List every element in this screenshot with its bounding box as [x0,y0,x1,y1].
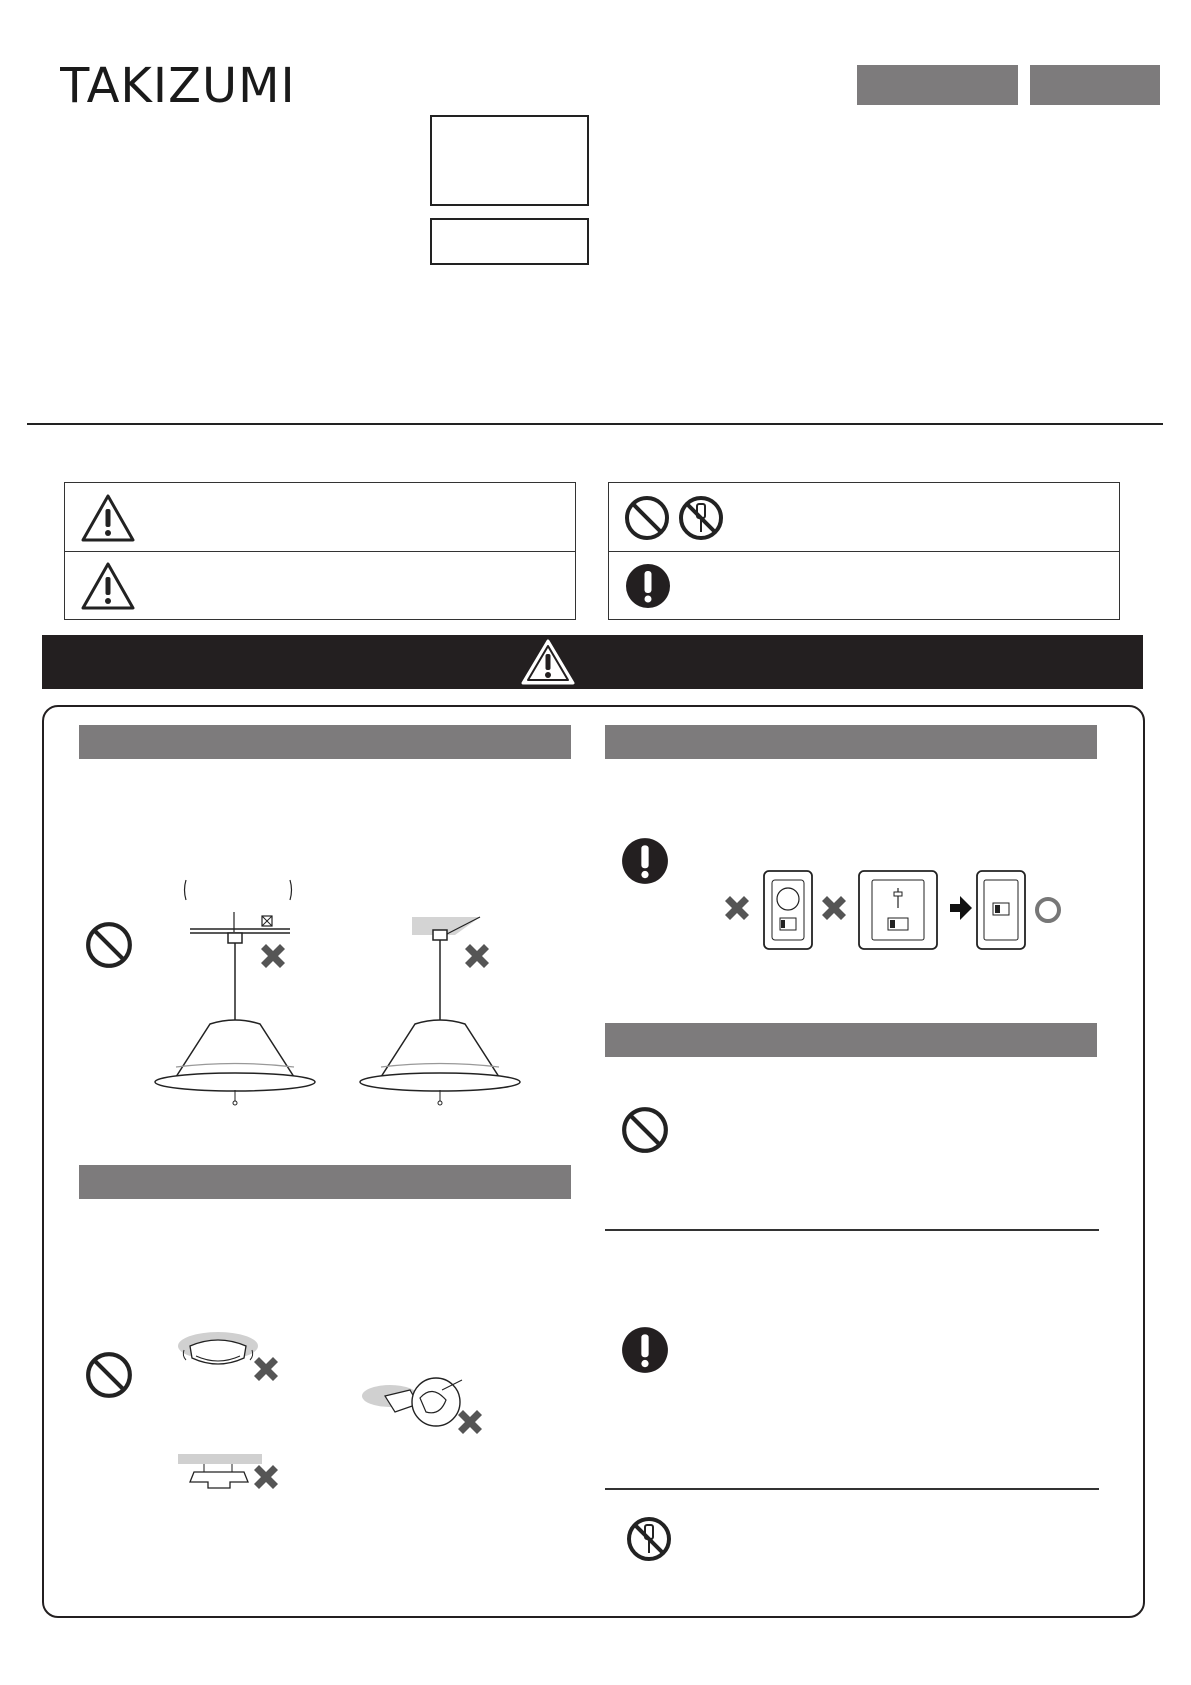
mandatory-exclamation-icon [620,1325,670,1375]
ok-circle-icon [1037,899,1059,921]
header-divider [27,423,1163,425]
round-ceiling-rosette [178,1332,258,1364]
flat-ceiling-fitting [178,1454,262,1488]
prohibited-circle-icon [620,1105,670,1155]
section-header-1 [79,725,571,759]
wall-switch-types-illustration [722,868,1072,952]
takizumi-logo [60,58,320,110]
section-divider-1 [605,1229,1099,1231]
pendant-lamp-under-rail-illustration [150,872,330,1112]
slide-dimmer-switch [859,871,937,949]
hook-ceiling-fitting [362,1378,462,1426]
mandatory-exclamation-icon [624,562,672,610]
cross-mark-icon [461,940,493,972]
legend-row-warning [65,483,575,551]
model-number-box [430,115,589,206]
prohibited-circle-icon [84,920,134,970]
cross-mark-icon [254,1357,278,1381]
legend-row-caution [65,551,575,620]
cross-mark-icon [254,1465,278,1489]
header-tab-1 [857,65,1018,105]
dimmer-switch [764,871,812,949]
section-header-3 [605,1023,1097,1057]
warning-banner [42,635,1143,689]
no-disassembly-icon [677,494,725,542]
svg-text:TAKIZUMI: TAKIZUMI [60,58,296,110]
pendant-lamp-on-slanted-ceiling-illustration [355,912,535,1112]
legend-left [64,482,576,620]
legend-row-prohibited [609,483,1119,551]
header-tab-2 [1030,65,1160,105]
product-code-box [430,218,589,265]
brand-logo [60,58,320,122]
legend-row-mandatory [609,551,1119,620]
no-disassembly-icon [625,1515,673,1563]
ceiling-fitting-illustrations [170,1320,520,1500]
legend-right [608,482,1120,620]
cross-mark-icon [725,896,749,920]
right-arrow-icon [950,896,972,920]
prohibited-circle-icon [623,494,671,542]
cross-mark-icon [257,940,289,972]
section-header-4 [79,1165,571,1199]
section-header-2 [605,725,1097,759]
warning-triangle-icon [520,638,576,686]
prohibited-circle-icon [84,1350,134,1400]
cross-mark-icon [458,1410,482,1434]
warning-triangle-icon [80,493,136,543]
warning-triangle-icon [80,561,136,611]
cross-mark-icon [822,896,846,920]
standard-switch [977,871,1025,949]
section-divider-2 [605,1488,1099,1490]
mandatory-exclamation-icon [620,836,670,886]
